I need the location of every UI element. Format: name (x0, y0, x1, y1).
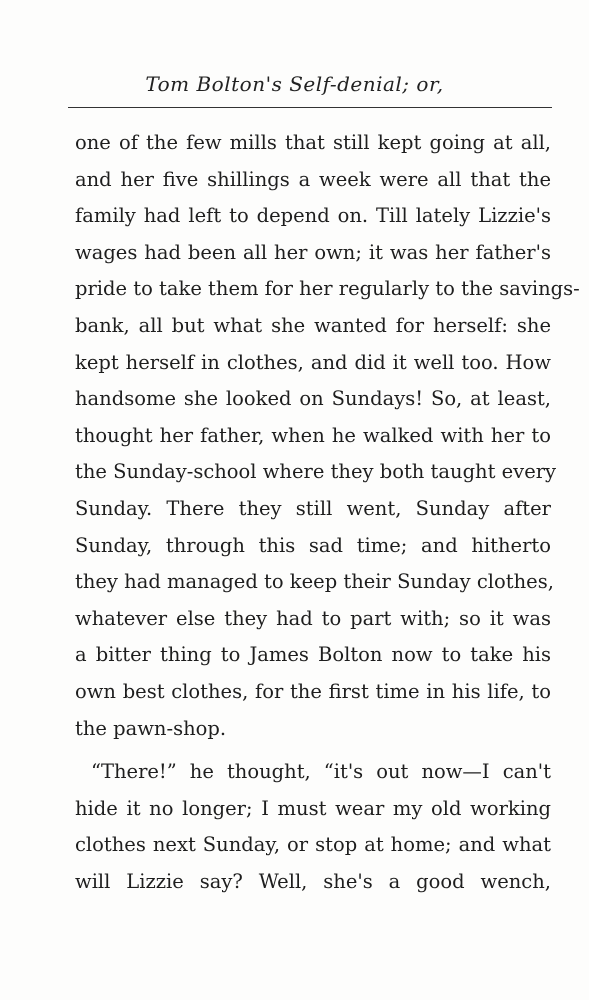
text-line: one of the few mills that still kept going at all, (75, 131, 551, 154)
text-line: wages had been all her own; it was her father's (75, 240, 551, 264)
text-line: hide it no longer; I must wear my old working (75, 796, 551, 820)
text-line: bank, all but what she wanted for herself: she (75, 313, 551, 337)
text-line: a bitter thing to James Bolton now to take his (75, 643, 551, 667)
text-line: pride to take them for her regularly to the savings- (75, 277, 580, 301)
text-line: kept herself in clothes, and did it well too. How (75, 350, 551, 374)
text-line: thought her father, when he walked with her to (75, 423, 551, 447)
text-line: own best clothes, for the first time in his life, to (75, 679, 551, 703)
running-header: Tom Bolton's Self-denial; or, (145, 72, 444, 96)
paragraph-gap (75, 747, 551, 754)
text-line: they had managed to keep their Sunday clothes, (75, 570, 554, 594)
text-line: the Sunday-school where they both taught every (75, 460, 557, 484)
text-line: family had left to depend on. Till lately Lizzie's (75, 204, 551, 228)
text-line: whatever else they had to part with; so it was (75, 606, 551, 630)
paragraph-2 (75, 754, 551, 900)
text-line: Sunday, through this sad time; and hitherto (75, 533, 551, 557)
paragraph-1 (75, 125, 580, 747)
text-line: and her five shillings a week were all that the (75, 167, 551, 191)
text-line: the pawn-shop. (75, 716, 227, 740)
text-line: handsome she looked on Sundays! So, at least, (75, 387, 551, 411)
text-line: clothes next Sunday, or stop at home; and what (75, 833, 551, 857)
text-line: will Lizzie say? Well, she's a good wench, (75, 869, 551, 893)
body-text (75, 125, 580, 900)
text-line: Sunday. There they still went, Sunday after (75, 496, 551, 520)
header-rule (68, 107, 552, 108)
text-line: “There!” he thought, “it's out now—I can't (91, 760, 551, 784)
